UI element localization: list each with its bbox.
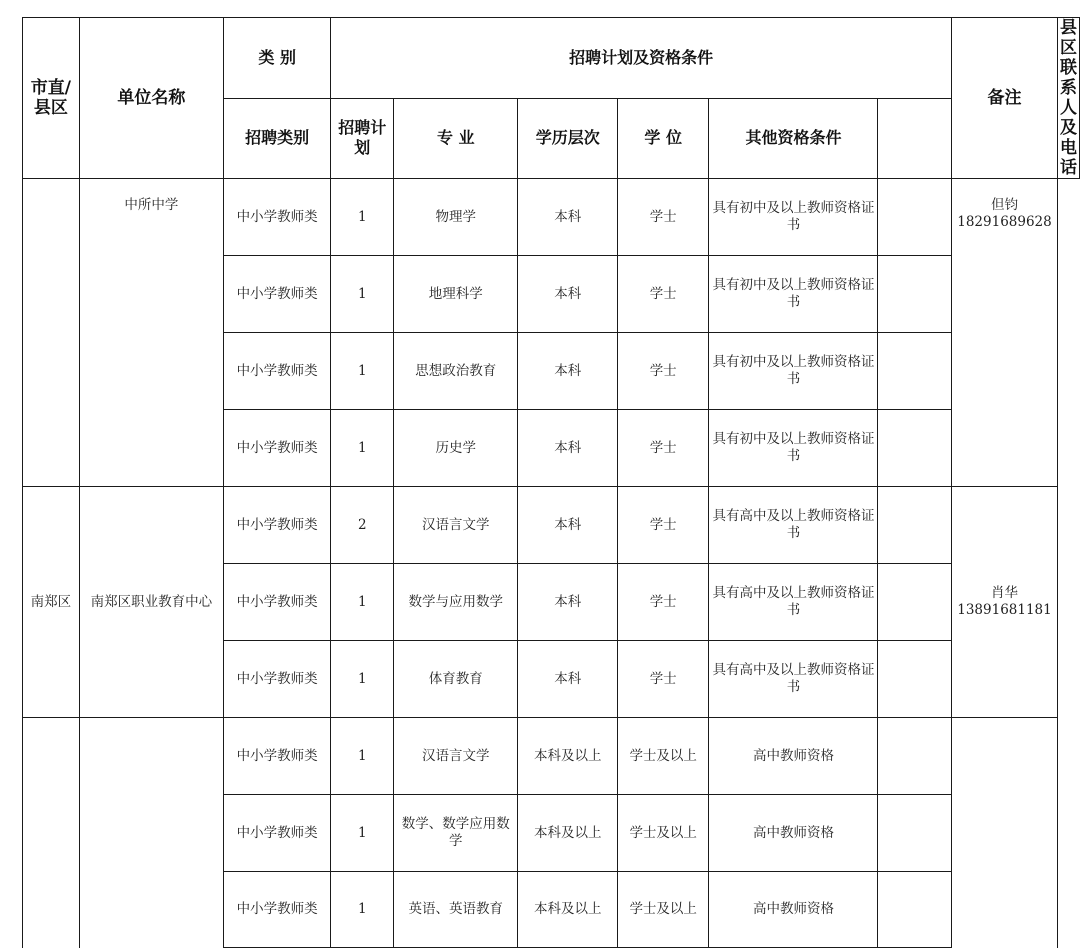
major-cell: 数学与应用数学 — [394, 564, 518, 641]
degree-cell: 学士 — [617, 333, 709, 410]
contact-cell — [951, 718, 1057, 948]
education-cell: 本科 — [518, 564, 617, 641]
contact-cell — [951, 179, 1057, 487]
category-cell: 中小学教师类 — [223, 179, 330, 256]
unit-name-cell: 中所中学 — [79, 179, 223, 487]
recruitment-table-wrapper — [22, 17, 1080, 948]
recruitment-table — [22, 17, 1080, 948]
education-cell: 本科 — [518, 410, 617, 487]
count-cell: 2 — [331, 487, 394, 564]
count-cell: 1 — [331, 641, 394, 718]
other-requirements-cell: 具有初中及以上教师资格证书 — [709, 410, 878, 487]
remark-cell — [878, 718, 952, 795]
remark-cell — [878, 641, 952, 718]
degree-cell: 学士及以上 — [617, 795, 709, 872]
count-cell: 1 — [331, 179, 394, 256]
degree-cell: 学士及以上 — [617, 872, 709, 948]
major-cell: 汉语言文学 — [394, 718, 518, 795]
education-cell: 本科 — [518, 256, 617, 333]
table-row — [23, 179, 1080, 256]
header-degree: 学 位 — [617, 98, 709, 179]
education-cell: 本科及以上 — [518, 795, 617, 872]
contact-phone: 13891681181 — [957, 602, 1052, 618]
county-cell — [23, 718, 80, 948]
count-cell: 1 — [331, 872, 394, 948]
remark-cell — [878, 487, 952, 564]
contact-cell — [951, 487, 1057, 718]
degree-cell: 学士 — [617, 256, 709, 333]
header-major: 专 业 — [394, 98, 518, 179]
remark-cell — [878, 410, 952, 487]
other-requirements-cell: 高中教师资格 — [709, 795, 878, 872]
unit-name-cell: 南郑区职业教育中心 — [79, 487, 223, 718]
other-requirements-cell: 高中教师资格 — [709, 872, 878, 948]
major-cell: 体育教育 — [394, 641, 518, 718]
education-cell: 本科及以上 — [518, 718, 617, 795]
education-cell: 本科 — [518, 333, 617, 410]
category-cell: 中小学教师类 — [223, 641, 330, 718]
other-requirements-cell: 具有高中及以上教师资格证书 — [709, 564, 878, 641]
contact-phone: 18291689628 — [957, 214, 1052, 230]
education-cell: 本科 — [518, 641, 617, 718]
major-cell: 数学、数学应用数学 — [394, 795, 518, 872]
other-requirements-cell: 具有初中及以上教师资格证书 — [709, 179, 878, 256]
unit-name-cell — [79, 718, 223, 948]
category-cell: 中小学教师类 — [223, 564, 330, 641]
count-cell: 1 — [331, 333, 394, 410]
count-cell: 1 — [331, 795, 394, 872]
degree-cell: 学士 — [617, 487, 709, 564]
header-recruit-category: 招聘类别 — [223, 98, 330, 179]
count-cell: 1 — [331, 564, 394, 641]
county-cell: 南郑区 — [23, 487, 80, 718]
degree-cell: 学士及以上 — [617, 718, 709, 795]
major-cell: 物理学 — [394, 179, 518, 256]
count-cell: 1 — [331, 410, 394, 487]
header-row-1 — [23, 18, 1080, 99]
other-requirements-cell: 具有高中及以上教师资格证书 — [709, 487, 878, 564]
major-cell: 英语、英语教育 — [394, 872, 518, 948]
degree-cell: 学士 — [617, 179, 709, 256]
major-cell: 汉语言文学 — [394, 487, 518, 564]
other-requirements-cell: 具有初中及以上教师资格证书 — [709, 256, 878, 333]
major-cell: 地理科学 — [394, 256, 518, 333]
other-requirements-cell: 高中教师资格 — [709, 718, 878, 795]
other-requirements-cell: 具有高中及以上教师资格证书 — [709, 641, 878, 718]
category-cell: 中小学教师类 — [223, 410, 330, 487]
education-cell: 本科 — [518, 179, 617, 256]
header-contact: 县区联系人及电话 — [1058, 18, 1080, 179]
category-cell: 中小学教师类 — [223, 795, 330, 872]
education-cell: 本科 — [518, 487, 617, 564]
header-remark: 备注 — [951, 18, 1057, 179]
category-cell: 中小学教师类 — [223, 333, 330, 410]
education-cell: 本科及以上 — [518, 872, 617, 948]
degree-cell: 学士 — [617, 641, 709, 718]
remark-cell — [878, 795, 952, 872]
other-requirements-cell: 具有初中及以上教师资格证书 — [709, 333, 878, 410]
degree-cell: 学士 — [617, 564, 709, 641]
header-city-county: 市直/县区 — [23, 18, 80, 179]
header-unit-name: 单位名称 — [79, 18, 223, 179]
degree-cell: 学士 — [617, 410, 709, 487]
header-other-requirements: 其他资格条件 — [709, 98, 878, 179]
major-cell: 历史学 — [394, 410, 518, 487]
count-cell: 1 — [331, 718, 394, 795]
count-cell: 1 — [331, 256, 394, 333]
category-cell: 中小学教师类 — [223, 487, 330, 564]
header-category-group: 类 别 — [223, 18, 330, 99]
header-education: 学历层次 — [518, 98, 617, 179]
remark-cell — [878, 179, 952, 256]
remark-cell — [878, 256, 952, 333]
category-cell: 中小学教师类 — [223, 718, 330, 795]
table-row — [23, 487, 1080, 564]
table-row — [23, 718, 1080, 795]
category-cell: 中小学教师类 — [223, 872, 330, 948]
county-cell — [23, 179, 80, 487]
header-recruit-count: 招聘计划 — [331, 98, 394, 179]
header-plan-group: 招聘计划及资格条件 — [331, 18, 952, 99]
remark-cell — [878, 333, 952, 410]
contact-name: 肖华 — [990, 585, 1018, 601]
contact-name: 但钧 — [990, 197, 1018, 213]
major-cell: 思想政治教育 — [394, 333, 518, 410]
category-cell: 中小学教师类 — [223, 256, 330, 333]
remark-cell — [878, 872, 952, 948]
remark-cell — [878, 564, 952, 641]
